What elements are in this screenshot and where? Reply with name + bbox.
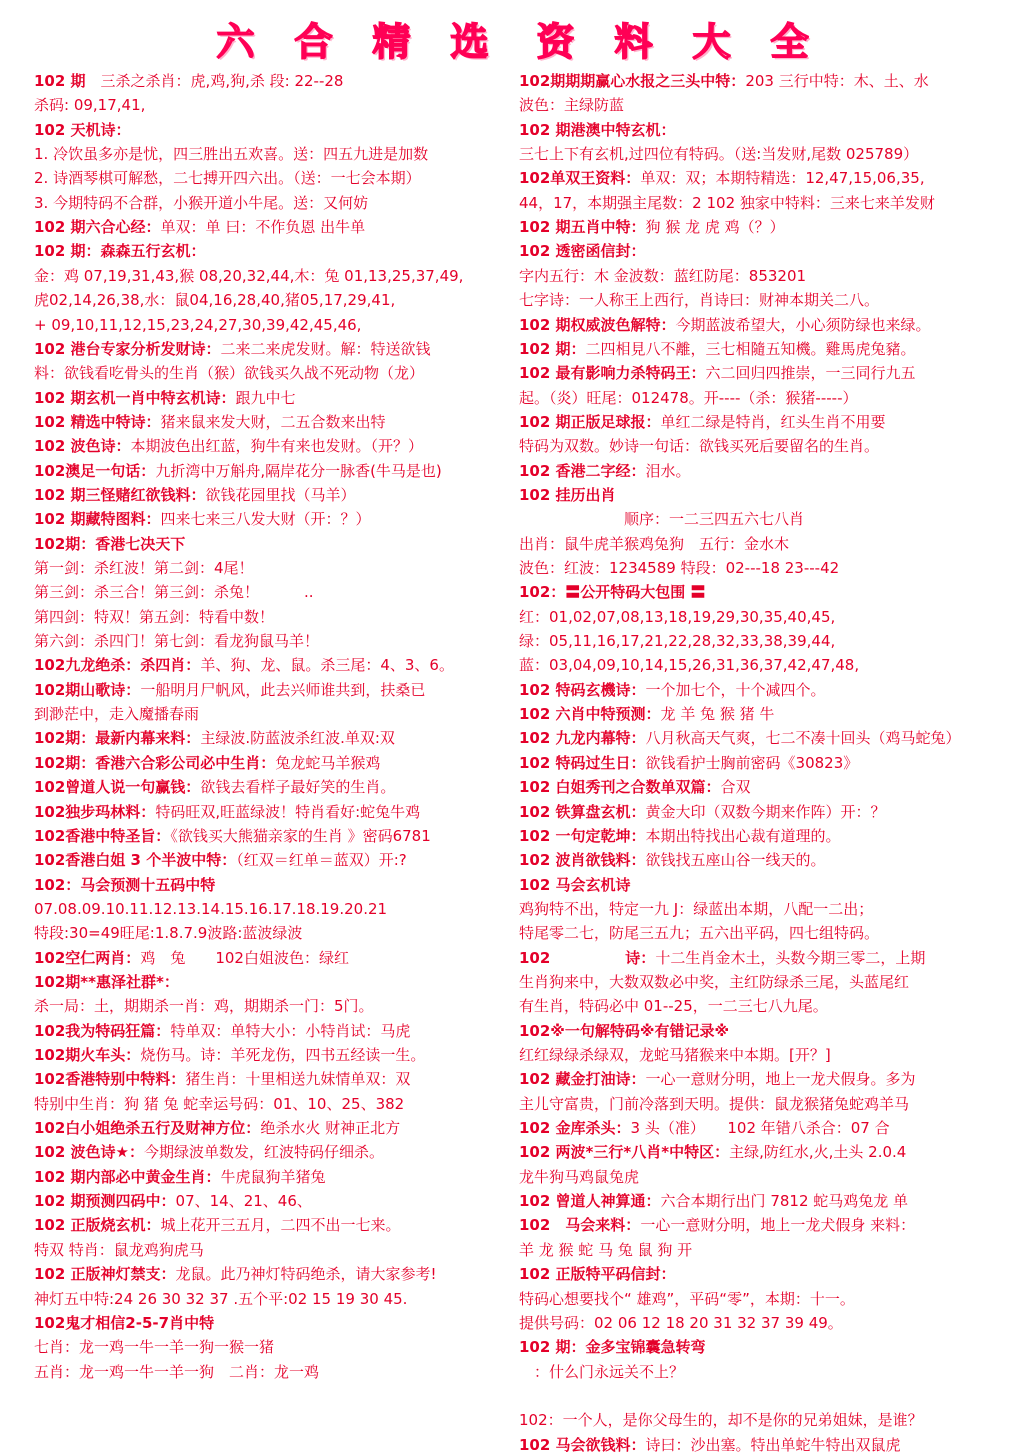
line-text: 料：欲钱看吃骨头的生肖（猴）欲钱买久战不死动物（龙）: [34, 364, 425, 383]
content-line: [34, 192, 512, 214]
line-text: 第四剑：特双！第五剑：特看中数！: [34, 607, 275, 626]
line-heading: 102 期：: [519, 339, 586, 358]
line-text: 十二生肖金木土，头数今期三零二，上期: [655, 948, 926, 967]
content-line: [519, 654, 1003, 676]
line-heading: 102 两波*三行*八肖*中特区：: [519, 1143, 730, 1162]
line-text: 102：一个人，是你父母生的，却不是你的兄弟姐妹，是谁？: [519, 1411, 923, 1430]
line-text: 波色：主绿防蓝: [519, 96, 625, 115]
content-line: [519, 1312, 1003, 1334]
content-line: [34, 167, 512, 189]
line-heading: 102香港中特圣旨：: [34, 826, 171, 845]
content-line: [519, 338, 1003, 360]
content-line: [34, 240, 512, 262]
line-text: 诗曰：沙出塞。特出单蛇牛特出双鼠虎: [645, 1435, 901, 1454]
line-text: 九折湾中万斛舟,隔岸花分一脉香(牛马是也): [155, 461, 442, 480]
line-heading: 102 期正版足球报：: [519, 412, 661, 431]
content-line: [34, 947, 512, 969]
line-heading: 102 藏金打油诗：: [519, 1070, 646, 1089]
line-text: 一船明月尸帆风，此去兴师谁共到，扶桑已: [140, 680, 426, 699]
content-line: [34, 1312, 512, 1334]
title-char: 大: [692, 19, 731, 64]
line-heading: 102 特码过生日：: [519, 753, 646, 772]
content-line: [34, 314, 512, 336]
content-line: [519, 435, 1003, 457]
line-text: 烧伤马。诗：羊死龙伤，四书五经读一生。: [140, 1046, 426, 1064]
line-heading: 102 天机诗：: [34, 120, 131, 139]
line-heading: 102 期: [34, 72, 86, 90]
content-line: [34, 1239, 512, 1261]
content-line: [34, 338, 512, 360]
line-text: 生肖狗来中，大数双数必中奖，主红防绿杀三尾，头蓝尾红: [519, 972, 910, 991]
content-line: [34, 1361, 512, 1383]
page-title: [0, 14, 1025, 70]
content-line: [34, 1288, 512, 1310]
line-text: 六合本期行出门 7812 蛇马鸡兔龙 单: [660, 1192, 909, 1211]
content-line: [519, 533, 1003, 555]
line-text: 字内五行：木 金波数：蓝红防尾：853201: [519, 266, 807, 285]
line-heading: 102 马会玄机诗: [519, 875, 631, 894]
content-line: [519, 825, 1003, 847]
left-column: [34, 70, 512, 1386]
content-line: [519, 922, 1003, 944]
content-line: [519, 1117, 1003, 1139]
line-heading: 102 正版特平码信封：: [519, 1265, 676, 1284]
line-text: 羊、狗、龙、鼠。杀三尾：4、3、6。: [200, 656, 454, 675]
content-line: [519, 703, 1003, 725]
content-line: [519, 1434, 1003, 1456]
line-text: 提供号码：02 06 12 18 20 31 32 37 39 49。: [519, 1313, 843, 1332]
line-heading: 102※一句解特码※有错记录※: [519, 1021, 730, 1040]
content-line: [519, 1336, 1003, 1358]
line-text: 七字诗：一人称王上西行，肖诗曰：财神本期关二八。: [519, 291, 880, 310]
content-line: [519, 947, 1003, 969]
line-heading: 102 金库杀头：: [519, 1119, 631, 1138]
line-heading: 102 正版烧玄机：: [34, 1216, 161, 1235]
line-heading: 102 精选中特诗：: [34, 412, 161, 431]
line-heading: 102期期期赢心水报之三头中特：: [519, 72, 746, 90]
content-line: [34, 70, 512, 92]
line-text: 单红二绿是特肖，红头生肖不用要: [660, 412, 886, 431]
line-text: 特双 特肖：鼠龙鸡狗虎马: [34, 1240, 204, 1259]
line-text: ：什么门永远关不上？: [519, 1362, 685, 1381]
line-heading: 102 期：森森五行玄机：: [34, 242, 206, 261]
line-text: 顺序：一二三四五六七八肖: [519, 510, 805, 529]
line-text: 本期出特找出心裁有道理的。: [645, 826, 841, 845]
line-heading: 102期：香港七决天下: [34, 534, 186, 553]
line-text: + 09,10,11,12,15,23,24,27,30,39,42,45,46,: [34, 315, 362, 334]
content-line: [519, 776, 1003, 798]
content-line: [34, 727, 512, 749]
content-line: [34, 387, 512, 409]
line-heading: 102 期内部必中黄金生肖：: [34, 1167, 221, 1186]
line-heading: 102 期港澳中特玄机：: [519, 120, 676, 139]
line-text: 特码旺双,旺蓝绿波！特肖看好:蛇兔牛鸡: [155, 802, 421, 821]
title-char: 合: [294, 19, 333, 64]
line-heading: 102期：最新内幕来料：: [34, 729, 201, 748]
title-char: 选: [450, 19, 489, 64]
content-line: [34, 1020, 512, 1042]
line-heading: 102期火车头：: [34, 1046, 141, 1064]
line-text: 红：01,02,07,08,13,18,19,29,30,35,40,45,: [519, 607, 836, 626]
line-heading: 102 白姐秀刊之合数单双篇：: [519, 778, 721, 797]
line-text: 1. 冷饮虽多亦是忧，四三胜出五欢喜。送：四五九进是加数: [34, 145, 429, 164]
line-text: 本期波色出红蓝，狗牛有来也发财。（开？）: [130, 437, 424, 456]
content-line: [519, 167, 1003, 189]
line-text: 2. 诗酒琴棋可解愁，二七搏开四六出。（送：一七会本期）: [34, 169, 421, 188]
line-heading: 102 波色诗★：: [34, 1143, 144, 1162]
content-line: [519, 314, 1003, 336]
line-text: 44，17，本期强主尾数：2 102 独家中特料：三来七来羊发财: [519, 193, 935, 212]
line-text: 特段:30=49旺尾:1.8.7.9波路:蓝波绿波: [34, 924, 303, 943]
title-char: 六: [216, 19, 255, 64]
line-heading: 102 正版神灯禁支：: [34, 1265, 176, 1284]
line-heading: 102：〓公开特码大包围 〓: [519, 583, 706, 602]
content-line: [34, 898, 512, 920]
line-heading: 102独步玛林料：: [34, 802, 156, 821]
line-text: 五肖：龙一鸡一牛一羊一狗 二肖：龙一鸡: [34, 1362, 320, 1381]
content-line: [34, 265, 512, 287]
content-line: [34, 752, 512, 774]
content-line: [34, 362, 512, 384]
line-heading: 102期：香港六合彩公司必中生肖：: [34, 753, 276, 772]
content-line: [34, 1141, 512, 1163]
content-line: [34, 971, 512, 993]
line-heading: 102期**惠泽社群*：: [34, 972, 179, 991]
line-heading: 102鬼才相信2-5-7肖中特: [34, 1313, 215, 1332]
content-line: [519, 1093, 1003, 1115]
title-char: 料: [614, 19, 653, 64]
content-line: [519, 1020, 1003, 1042]
content-line: [34, 289, 512, 311]
line-text: 二四相見八不離，三七相隨五知機。雞馬虎兔豬。: [585, 339, 916, 358]
content-line: [34, 94, 512, 116]
line-text: 绿：05,11,16,17,21,22,28,32,33,38,39,44,: [519, 632, 836, 651]
line-text: 红红绿绿杀绿双，龙蛇马猪猴来中本期。[开？]: [519, 1046, 831, 1064]
line-text: 第一剑：杀红波！第二剑：4尾！: [34, 559, 254, 577]
content-line: [34, 1093, 512, 1115]
line-heading: 102 特码玄機诗：: [519, 680, 646, 699]
content-line: [519, 1385, 1003, 1407]
line-text: 有生肖，特码必中 01--25，一二三七八九尾。: [519, 997, 828, 1016]
content-line: [34, 581, 512, 603]
line-text: 一心一意财分明，地上一龙犬假身 来料：: [640, 1216, 916, 1235]
line-text: 龙鼠。此乃神灯特码绝杀，请大家参考!: [175, 1265, 437, 1284]
line-text: 波色：红波：1234589 特段：02---18 23---42: [519, 559, 840, 577]
line-text: 狗 猴 龙 虎 鸡（？）: [645, 218, 785, 237]
content-line: [519, 874, 1003, 896]
content-line: [519, 387, 1003, 409]
content-line: [34, 606, 512, 628]
line-text: 猪生肖：十里相送九妹情单双：双: [185, 1070, 411, 1089]
content-line: [34, 1214, 512, 1236]
content-line: [519, 216, 1003, 238]
line-text: 起。（炎）旺尾：012478。开----（杀：猴猪-----）: [519, 388, 858, 407]
content-line: [34, 922, 512, 944]
line-text: 蓝：03,04,09,10,14,15,26,31,36,37,42,47,48,: [519, 656, 860, 675]
line-heading: 102 期藏特图料：: [34, 510, 161, 529]
line-heading: 102香港白姐 3 个半波中特：: [34, 851, 237, 870]
line-text: 四来七来三八发大财（开：？）: [160, 510, 371, 529]
content-line: [34, 1044, 512, 1066]
line-text: 猪来鼠来发大财，二五合数来出特: [160, 412, 386, 431]
line-text: 二来二来虎发财。解：特送欲钱: [220, 339, 431, 358]
line-heading: 102 挂历出肖: [519, 485, 616, 504]
content-line: [34, 460, 512, 482]
content-line: [519, 752, 1003, 774]
content-line: [519, 240, 1003, 262]
line-heading: 102 期预测四码中：: [34, 1192, 176, 1211]
line-text: 绝杀水火 财神正北方: [260, 1119, 401, 1138]
content-line: [519, 289, 1003, 311]
content-line: [519, 1361, 1003, 1383]
line-text: 七肖：龙一鸡一牛一羊一狗一猴一猪: [34, 1338, 275, 1357]
line-text: 一心一意财分明，地上一龙犬假身。多为: [645, 1070, 916, 1089]
content-line: [34, 654, 512, 676]
line-heading: 102白小姐绝杀五行及财神方位：: [34, 1119, 261, 1138]
content-line: [519, 1068, 1003, 1090]
content-line: [34, 1117, 512, 1139]
content-line: [34, 143, 512, 165]
line-text: 鸡 兔 102白姐波色：绿红: [140, 948, 349, 967]
content-line: [34, 630, 512, 652]
line-heading: 102曾道人说一句赢钱：: [34, 778, 201, 797]
line-text: （红双＝红单＝蓝双）开:?: [236, 851, 407, 870]
line-heading: 102期山歌诗：: [34, 680, 141, 699]
line-heading: 102我为特码狂篇：: [34, 1021, 171, 1040]
line-text: 牛虎鼠狗羊猪兔: [220, 1167, 326, 1186]
line-text: 羊 龙 猴 蛇 马 兔 鼠 狗 开: [519, 1240, 693, 1259]
content-line: [519, 557, 1003, 579]
content-line: [519, 1166, 1003, 1188]
line-heading: 102 最有影响力杀特码王：: [519, 364, 706, 383]
line-text: 第三剑：杀三合！第三剑：杀兔！ ..: [34, 583, 314, 602]
content-line: [519, 508, 1003, 530]
line-heading: 102 透密函信封：: [519, 242, 646, 261]
line-heading: 102 期：金多宝锦囊急转弯: [519, 1338, 706, 1357]
line-text: 第六剑：杀四门！第七剑：看龙狗鼠马羊！: [34, 632, 320, 651]
content-line: [519, 898, 1003, 920]
line-heading: 102 马会来料：: [519, 1216, 641, 1235]
line-text: 特单双：单特大小：小特肖试：马虎: [170, 1021, 411, 1040]
line-text: 龙牛狗马鸡鼠兔虎: [519, 1167, 640, 1186]
content-line: [519, 119, 1003, 141]
line-text: 兔龙蛇马羊猴鸡: [275, 753, 381, 772]
line-heading: 102 波肖欲钱料：: [519, 851, 646, 870]
line-text: 城上花开三五月，二四不出一七来。: [160, 1216, 401, 1235]
content-line: [34, 508, 512, 530]
line-heading: 102 波色诗：: [34, 437, 131, 456]
line-heading: 102 九龙内幕特：: [519, 729, 646, 748]
content-line: [519, 995, 1003, 1017]
content-line: [34, 1263, 512, 1285]
content-line: [34, 411, 512, 433]
line-heading: 102香港特别中特料：: [34, 1070, 186, 1089]
content-line: [519, 1044, 1003, 1066]
content-line: [519, 1263, 1003, 1285]
line-text: 欲钱找五座山谷一线天的。: [645, 851, 826, 870]
line-text: 虎02,14,26,38,水：鼠04,16,28,40,猪05,17,29,41,: [34, 291, 396, 310]
content-line: [519, 1190, 1003, 1212]
line-text: 六二回归四推崇，一三同行九五: [705, 364, 916, 383]
line-heading: 102 期三怪赌红欲钱料：: [34, 485, 206, 504]
content-line: [34, 874, 512, 896]
line-heading: 102 港台专家分析发财诗：: [34, 339, 221, 358]
content-line: [519, 1288, 1003, 1310]
line-text: 单双：单 曰：不作负恩 出牛单: [160, 218, 366, 237]
right-column: [519, 70, 1003, 1454]
content-line: [519, 801, 1003, 823]
content-line: [519, 630, 1003, 652]
line-text: 泪水。: [645, 461, 691, 480]
content-line: [34, 1166, 512, 1188]
line-text: 3. 今期特码不合群，小猴开道小牛尾。送：又何妨: [34, 193, 369, 212]
line-text: 杀码: 09,17,41,: [34, 96, 146, 115]
line-text: 合双: [720, 778, 751, 797]
title-char: 资: [536, 19, 575, 64]
content-line: [34, 119, 512, 141]
content-line: [34, 776, 512, 798]
line-text: 杀一局：土，期期杀一肖：鸡，期期杀一门：5门。: [34, 997, 374, 1016]
content-line: [519, 143, 1003, 165]
content-line: [519, 265, 1003, 287]
content-line: [519, 727, 1003, 749]
content-line: [519, 971, 1003, 993]
line-heading: 102九龙绝杀：杀四肖：: [34, 656, 201, 675]
content-line: [519, 1214, 1003, 1236]
line-text: 一个加七个，十个减四个。: [645, 680, 826, 699]
line-text: 特码为双数。妙诗一句话：欲钱买死后要留名的生肖。: [519, 437, 880, 456]
content-line: [519, 94, 1003, 116]
line-text: 主绿,防红水,火,土头 2.0.4: [729, 1143, 907, 1162]
content-line: [34, 801, 512, 823]
line-heading: 102 期权威波色解特：: [519, 315, 676, 334]
line-text: 07.08.09.10.11.12.13.14.15.16.17.18.19.20.21: [34, 899, 388, 918]
line-text: 三杀之杀肖：虎,鸡,狗,杀 段: 22--28: [85, 72, 344, 90]
content-line: [519, 411, 1003, 433]
line-heading: 102单双王资料：: [519, 169, 641, 188]
line-text: 特码心想要找个“ 雄鸡”，平码“零”，本期：十一。: [519, 1289, 855, 1308]
line-heading: 102空仁两肖：: [34, 948, 141, 967]
content-line: [519, 70, 1003, 92]
line-text: 欲钱去看样子最好笑的生肖。: [200, 778, 396, 797]
content-line: [519, 192, 1003, 214]
content-line: [34, 1336, 512, 1358]
line-text: 特尾零二七，防尾三五九；五六出平码，四七组特码。: [519, 924, 880, 943]
line-text: 3 头（准） 102 年错八杀合：07 合: [630, 1119, 890, 1138]
line-heading: 102 马会欲钱料：: [519, 1435, 646, 1454]
line-heading: 102 一句定乾坤：: [519, 826, 646, 845]
line-text: 07、14、21、46、: [175, 1192, 312, 1211]
content-line: [519, 1141, 1003, 1163]
title-char: 精: [372, 19, 411, 64]
line-text: 龙 羊 兔 猴 猪 牛: [660, 705, 775, 724]
line-heading: 102：马会预测十五码中特: [34, 875, 216, 894]
line-text: 黄金大印（双数今期来作阵）开：？: [645, 802, 886, 821]
content-line: [34, 825, 512, 847]
content-line: [34, 557, 512, 579]
line-text: 出肖：鼠牛虎羊猴鸡兔狗 五行：金水木: [519, 534, 790, 553]
line-heading: 102澳足一句话：: [34, 461, 156, 480]
line-text: 神灯五中特:24 26 30 32 37 .五个平:02 15 19 30 45.: [34, 1289, 408, 1308]
content-line: [34, 1068, 512, 1090]
content-line: [34, 995, 512, 1017]
line-heading: 102 铁算盘玄机：: [519, 802, 646, 821]
line-text: 今期绿波单数发，红波特码仔细杀。: [143, 1143, 384, 1162]
line-text: 金：鸡 07,19,31,43,猴 08,20,32,44,木：兔 01,13,25,37,49,: [34, 266, 464, 285]
line-heading: 102 六肖中特预测：: [519, 705, 661, 724]
content-line: [519, 679, 1003, 701]
content-line: [519, 849, 1003, 871]
content-line: [519, 460, 1003, 482]
content-line: [519, 1409, 1003, 1431]
content-line: [34, 533, 512, 555]
line-text: 主绿波.防蓝波杀红波.单双:双: [200, 729, 395, 748]
content-line: [34, 435, 512, 457]
line-text: 跟九中七: [235, 388, 296, 407]
content-line: [519, 362, 1003, 384]
line-text: 《欲钱买大熊猫亲家的生肖 》密码6781: [170, 826, 431, 845]
line-heading: 102 曾道人神算通：: [519, 1192, 661, 1211]
line-text: 到渺茫中，走入魔播春雨: [34, 705, 200, 724]
line-text: 八月秋高天气爽，七二不凑十回头（鸡马蛇兔）: [645, 729, 961, 748]
content-line: [519, 581, 1003, 603]
line-text: 单双：双；本期特精选：12,47,15,06,35,: [640, 169, 925, 188]
line-heading: 102 期玄机一肖中特玄机诗：: [34, 388, 236, 407]
content-line: [34, 849, 512, 871]
line-text: 欲钱花园里找（马羊）: [205, 485, 356, 504]
title-char: 全: [770, 19, 809, 64]
line-heading: 102 期五肖中特：: [519, 218, 646, 237]
line-text: 203 三行中特：木、土、水: [745, 72, 929, 90]
line-heading: 102 诗：: [519, 948, 656, 967]
content-line: [519, 1239, 1003, 1261]
line-text: 鸡狗特不出，特定一九 J：绿蓝出本期，八配一二出；: [519, 899, 874, 918]
content-line: [519, 484, 1003, 506]
content-line: [34, 703, 512, 725]
line-text: 欲钱看护士胸前密码《30823》: [645, 753, 859, 772]
content-line: [34, 216, 512, 238]
content-line: [34, 1190, 512, 1212]
line-text: 特别中生肖：狗 猪 兔 蛇幸运号码：01、10、25、382: [34, 1094, 405, 1113]
line-text: 主儿守富贵，门前冷落到天明。提供：鼠龙猴猪兔蛇鸡羊马: [519, 1094, 910, 1113]
content-line: [34, 484, 512, 506]
content-line: [519, 606, 1003, 628]
line-heading: 102 期六合心经：: [34, 218, 161, 237]
content-line: [34, 679, 512, 701]
line-text: 三七上下有玄机,过四位有特码。（送:当发财,尾数 025789）: [519, 145, 919, 164]
line-text: 今期蓝波希望大，小心须防绿也来绿。: [675, 315, 931, 334]
line-heading: 102 香港二字经：: [519, 461, 646, 480]
